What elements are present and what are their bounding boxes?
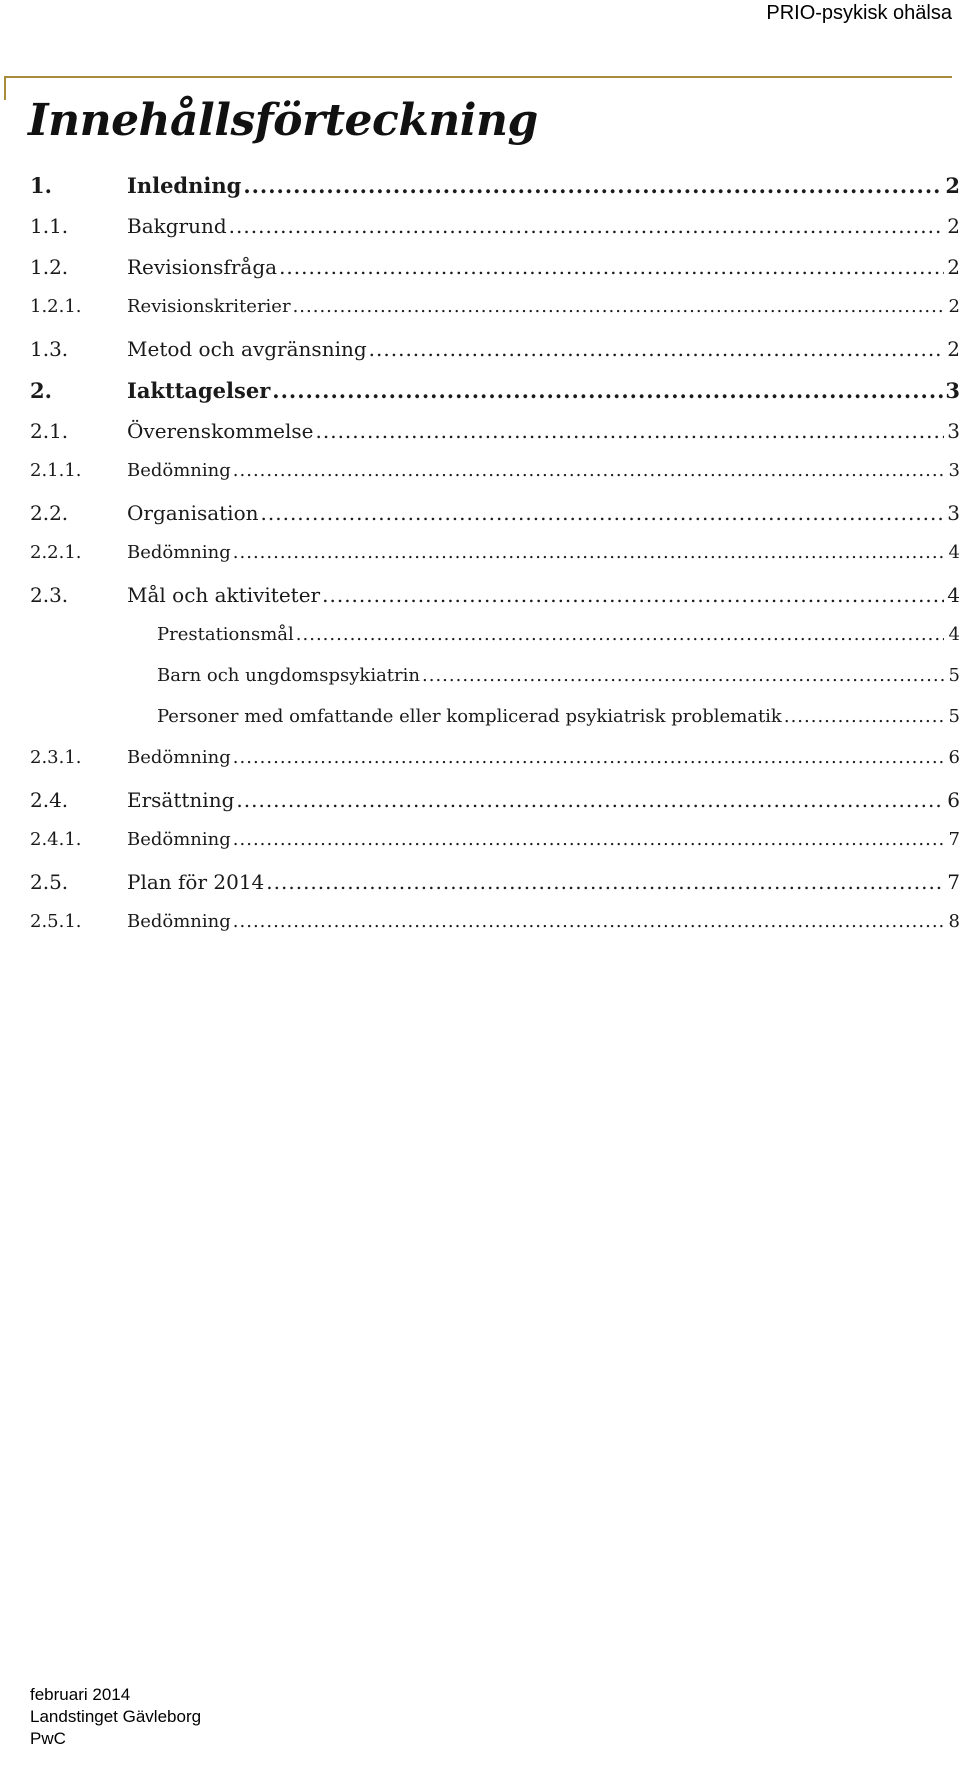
toc-dot-leader	[233, 747, 944, 768]
toc-dot-leader	[236, 788, 944, 812]
toc-entry[interactable]	[30, 665, 960, 706]
toc-entry-label: Bedömning	[127, 829, 231, 850]
toc-entry-label: Iakttagelser	[127, 378, 271, 403]
toc-entry[interactable]	[30, 501, 960, 542]
toc-dot-leader	[233, 911, 944, 932]
toc-entry-number: 1.	[30, 173, 52, 198]
toc-entry-page: 6	[948, 747, 960, 768]
toc-entry-page: 2	[945, 173, 960, 198]
toc-entry[interactable]	[30, 542, 960, 583]
toc-entry-page: 8	[948, 911, 960, 932]
toc-entry-label: Barn och ungdomspsykiatrin	[157, 665, 420, 686]
toc-entry-number: 1.2.1.	[30, 296, 82, 317]
toc-entry[interactable]	[30, 747, 960, 788]
toc-entry-number: 2.2.1.	[30, 542, 82, 563]
toc-dot-leader	[279, 255, 944, 279]
toc-entry-label: Prestationsmål	[157, 624, 294, 645]
toc-entry-page: 6	[947, 788, 960, 812]
toc-entry-label: Personer med omfattande eller komplicerad psykiatrisk problematik	[157, 706, 782, 727]
toc-entry-label: Metod och avgränsning	[127, 337, 367, 361]
toc-entry-page: 3	[948, 460, 960, 481]
toc-entry-number: 2.	[30, 378, 52, 403]
toc-entry-number: 2.1.	[30, 419, 69, 443]
toc-entry[interactable]	[30, 460, 960, 501]
toc-entry[interactable]	[30, 829, 960, 870]
toc-entry-label: Inledning	[127, 173, 242, 198]
toc-entry[interactable]	[30, 419, 960, 460]
toc-entry[interactable]	[30, 173, 960, 214]
toc-entry[interactable]	[30, 911, 960, 952]
toc-dot-leader	[233, 542, 944, 563]
toc-entry-page: 3	[945, 378, 960, 403]
toc-entry-page: 2	[948, 296, 960, 317]
toc-entry-number: 2.4.1.	[30, 829, 82, 850]
toc-dot-leader	[243, 173, 943, 198]
toc-entry-page: 3	[947, 419, 960, 443]
toc-entry-label: Bedömning	[127, 460, 231, 481]
page-footer	[30, 1684, 201, 1750]
toc-dot-leader	[369, 337, 944, 361]
toc-entry-page: 2	[947, 214, 960, 238]
toc-entry[interactable]	[30, 583, 960, 624]
toc-entry[interactable]	[30, 378, 960, 419]
toc-entry-page: 4	[948, 542, 960, 563]
toc-entry-number: 1.1.	[30, 214, 69, 238]
toc-dot-leader	[261, 501, 944, 525]
toc-entry-page: 7	[948, 829, 960, 850]
toc-entry-page: 2	[947, 337, 960, 361]
toc-entry-label: Mål och aktiviteter	[127, 583, 321, 607]
header-rule-corner	[4, 76, 6, 100]
toc-entry[interactable]	[30, 214, 960, 255]
toc-entry[interactable]	[30, 706, 960, 747]
toc-entry-label: Plan för 2014	[127, 870, 265, 894]
toc-dot-leader	[233, 460, 944, 481]
footer-author: PwC	[30, 1729, 66, 1748]
document-header-title: PRIO-psykisk ohälsa	[766, 2, 952, 24]
toc-entry-page: 3	[947, 501, 960, 525]
toc-entry-number: 2.5.	[30, 870, 69, 894]
toc-entry[interactable]	[30, 788, 960, 829]
toc-entry[interactable]	[30, 337, 960, 378]
footer-organization: Landstinget Gävleborg	[30, 1707, 202, 1726]
toc-entry-label: Revisionsfråga	[127, 255, 278, 279]
toc-entry-page: 7	[947, 870, 960, 894]
toc-entry[interactable]	[30, 870, 960, 911]
toc-entry-label: Revisionskriterier	[127, 296, 291, 317]
toc-entry[interactable]	[30, 624, 960, 665]
toc-dot-leader	[233, 829, 944, 850]
toc-entry-number: 1.3.	[30, 337, 69, 361]
toc-dot-leader	[322, 583, 944, 607]
footer-date: februari 2014	[30, 1685, 131, 1704]
header-rule	[4, 76, 952, 78]
toc-entry-label: Bakgrund	[127, 214, 227, 238]
toc-dot-leader	[296, 624, 944, 645]
toc-entry-number: 2.5.1.	[30, 911, 82, 932]
toc-entry-label: Ersättning	[127, 788, 235, 812]
toc-entry-number: 2.3.1.	[30, 747, 82, 768]
toc-entry-number: 2.4.	[30, 788, 69, 812]
toc-entry-page: 4	[947, 583, 960, 607]
toc-entry[interactable]	[30, 296, 960, 337]
toc-entry-number: 2.1.1.	[30, 460, 82, 481]
toc-entry-number: 2.2.	[30, 501, 69, 525]
toc-entry[interactable]	[30, 255, 960, 296]
toc-dot-leader	[272, 378, 943, 403]
toc-entry-label: Överenskommelse	[127, 419, 314, 443]
toc-dot-leader	[316, 419, 945, 443]
toc-entry-label: Bedömning	[127, 542, 231, 563]
toc-entry-number: 2.3.	[30, 583, 69, 607]
toc-dot-leader	[229, 214, 944, 238]
toc-entry-page: 4	[948, 624, 960, 645]
toc-entry-label: Bedömning	[127, 911, 231, 932]
toc-title: Innehållsförteckning	[28, 95, 538, 146]
toc-entry-label: Bedömning	[127, 747, 231, 768]
toc-entry-label: Organisation	[127, 501, 259, 525]
toc-dot-leader	[293, 296, 944, 317]
toc-entry-number: 1.2.	[30, 255, 69, 279]
toc-dot-leader	[784, 706, 944, 727]
toc-dot-leader	[266, 870, 944, 894]
toc-dot-leader	[422, 665, 944, 686]
toc-entry-page: 5	[948, 665, 960, 686]
toc-entry-page: 2	[947, 255, 960, 279]
table-of-contents	[30, 173, 960, 952]
toc-entry-page: 5	[948, 706, 960, 727]
